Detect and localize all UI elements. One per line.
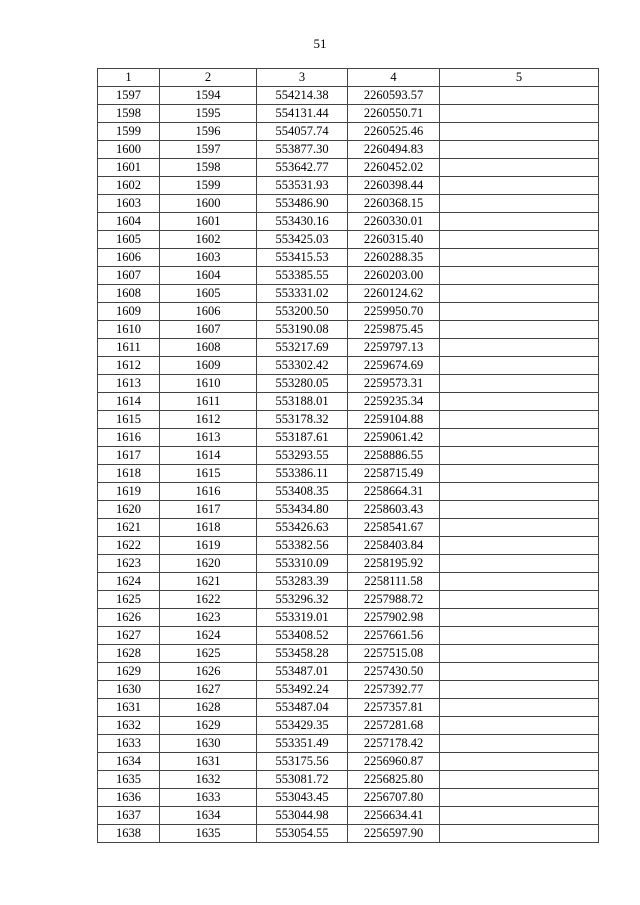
table-cell: 1597 — [160, 141, 257, 159]
table-cell: 553426.63 — [257, 519, 348, 537]
table-cell: 553296.32 — [257, 591, 348, 609]
table-cell — [440, 789, 599, 807]
table-cell: 1604 — [160, 267, 257, 285]
table-cell — [440, 339, 599, 357]
table-cell: 553434.80 — [257, 501, 348, 519]
table-row — [98, 159, 599, 177]
table-cell: 1610 — [98, 321, 160, 339]
table-cell: 553188.01 — [257, 393, 348, 411]
table-cell — [440, 483, 599, 501]
table-cell: 1604 — [98, 213, 160, 231]
table-cell: 1606 — [98, 249, 160, 267]
table-cell: 1613 — [98, 375, 160, 393]
table-cell: 1622 — [160, 591, 257, 609]
table-cell: 1611 — [98, 339, 160, 357]
table-cell — [440, 609, 599, 627]
table-row — [98, 339, 599, 357]
table-row — [98, 555, 599, 573]
table-cell: 554057.74 — [257, 123, 348, 141]
table-row — [98, 123, 599, 141]
table-cell: 1597 — [98, 87, 160, 105]
table-cell — [440, 393, 599, 411]
table-cell: 1618 — [98, 465, 160, 483]
table-cell: 554214.38 — [257, 87, 348, 105]
table-cell — [440, 357, 599, 375]
table-cell: 1599 — [160, 177, 257, 195]
table-cell: 1610 — [160, 375, 257, 393]
table-cell: 1608 — [98, 285, 160, 303]
table-cell: 553429.35 — [257, 717, 348, 735]
table-cell: 1629 — [98, 663, 160, 681]
table-cell — [440, 159, 599, 177]
table-row — [98, 321, 599, 339]
table-cell: 1627 — [160, 681, 257, 699]
table-cell: 553280.05 — [257, 375, 348, 393]
table-cell: 2258541.67 — [348, 519, 440, 537]
table-cell — [440, 825, 599, 843]
table-cell: 553187.61 — [257, 429, 348, 447]
table-cell: 1603 — [160, 249, 257, 267]
table-cell: 1600 — [160, 195, 257, 213]
table-cell: 1620 — [160, 555, 257, 573]
table-row — [98, 87, 599, 105]
table-cell: 2257430.50 — [348, 663, 440, 681]
table-cell — [440, 285, 599, 303]
table-cell — [440, 591, 599, 609]
table-cell: 2259573.31 — [348, 375, 440, 393]
table-cell: 1614 — [160, 447, 257, 465]
table-cell — [440, 501, 599, 519]
table-cell: 2257902.98 — [348, 609, 440, 627]
table-cell: 1624 — [98, 573, 160, 591]
table-cell — [440, 105, 599, 123]
table-cell: 2256960.87 — [348, 753, 440, 771]
table-cell: 1620 — [98, 501, 160, 519]
table-cell: 2257178.42 — [348, 735, 440, 753]
table-cell: 553190.08 — [257, 321, 348, 339]
table-cell: 1622 — [98, 537, 160, 555]
column-header-2: 2 — [160, 69, 257, 87]
column-header-3: 3 — [257, 69, 348, 87]
table-cell: 1621 — [160, 573, 257, 591]
table-cell: 553642.77 — [257, 159, 348, 177]
table-cell — [440, 177, 599, 195]
table-cell: 553217.69 — [257, 339, 348, 357]
table-cell: 1598 — [160, 159, 257, 177]
table-cell: 2258664.31 — [348, 483, 440, 501]
table-cell: 2260288.35 — [348, 249, 440, 267]
table-cell: 1623 — [98, 555, 160, 573]
table-row — [98, 735, 599, 753]
table-cell: 2260315.40 — [348, 231, 440, 249]
table-cell: 2258886.55 — [348, 447, 440, 465]
table-cell: 1634 — [160, 807, 257, 825]
table-cell: 2260494.83 — [348, 141, 440, 159]
table-cell: 2259674.69 — [348, 357, 440, 375]
table-cell: 2260593.57 — [348, 87, 440, 105]
table-cell — [440, 753, 599, 771]
table-cell: 553382.56 — [257, 537, 348, 555]
table-cell — [440, 267, 599, 285]
table-row — [98, 807, 599, 825]
table-cell — [440, 411, 599, 429]
table-cell: 553877.30 — [257, 141, 348, 159]
table-cell: 2256634.41 — [348, 807, 440, 825]
table-cell — [440, 321, 599, 339]
column-header-5: 5 — [440, 69, 599, 87]
table-cell: 553178.32 — [257, 411, 348, 429]
table-cell: 1609 — [160, 357, 257, 375]
table-cell: 553531.93 — [257, 177, 348, 195]
table-cell — [440, 87, 599, 105]
table-row — [98, 177, 599, 195]
table-cell: 553283.39 — [257, 573, 348, 591]
table-cell: 2258195.92 — [348, 555, 440, 573]
table-row — [98, 249, 599, 267]
table-cell: 1617 — [160, 501, 257, 519]
table-cell: 2257515.08 — [348, 645, 440, 663]
table-cell: 553293.55 — [257, 447, 348, 465]
table-cell: 1631 — [98, 699, 160, 717]
table-cell: 553319.01 — [257, 609, 348, 627]
table-cell: 2259950.70 — [348, 303, 440, 321]
table-cell — [440, 663, 599, 681]
table-cell: 1617 — [98, 447, 160, 465]
table-cell: 553430.16 — [257, 213, 348, 231]
table-row — [98, 429, 599, 447]
table-cell: 553487.04 — [257, 699, 348, 717]
table-cell: 1605 — [160, 285, 257, 303]
table-cell: 2257988.72 — [348, 591, 440, 609]
table-cell: 1623 — [160, 609, 257, 627]
table-cell — [440, 519, 599, 537]
table-body — [98, 87, 599, 843]
table-cell: 553081.72 — [257, 771, 348, 789]
table-row — [98, 483, 599, 501]
table-cell: 1635 — [160, 825, 257, 843]
table-cell: 553310.09 — [257, 555, 348, 573]
table-cell — [440, 447, 599, 465]
table-cell: 553425.03 — [257, 231, 348, 249]
table-cell: 1615 — [160, 465, 257, 483]
table-cell: 2258715.49 — [348, 465, 440, 483]
table-cell: 1598 — [98, 105, 160, 123]
table-cell: 553175.56 — [257, 753, 348, 771]
table-cell: 1607 — [160, 321, 257, 339]
table-cell — [440, 249, 599, 267]
table-cell: 1630 — [160, 735, 257, 753]
coordinates-table — [97, 68, 599, 843]
table-cell: 1609 — [98, 303, 160, 321]
table-row — [98, 357, 599, 375]
table-cell: 1607 — [98, 267, 160, 285]
table-cell: 553200.50 — [257, 303, 348, 321]
table-cell: 1601 — [160, 213, 257, 231]
table-cell — [440, 807, 599, 825]
table-cell — [440, 717, 599, 735]
table-cell: 554131.44 — [257, 105, 348, 123]
table-cell: 2256597.90 — [348, 825, 440, 843]
table-cell: 2260452.02 — [348, 159, 440, 177]
table-cell: 553408.52 — [257, 627, 348, 645]
table-cell: 1632 — [160, 771, 257, 789]
table-cell: 1621 — [98, 519, 160, 537]
table-cell: 2260368.15 — [348, 195, 440, 213]
table-row — [98, 141, 599, 159]
table-cell — [440, 573, 599, 591]
table-row — [98, 231, 599, 249]
table-cell — [440, 645, 599, 663]
table-cell — [440, 375, 599, 393]
table-row — [98, 393, 599, 411]
table-cell: 1608 — [160, 339, 257, 357]
table-cell: 2257281.68 — [348, 717, 440, 735]
table-cell: 553492.24 — [257, 681, 348, 699]
table-cell: 1614 — [98, 393, 160, 411]
table-cell — [440, 429, 599, 447]
table-cell: 1635 — [98, 771, 160, 789]
table-cell: 553302.42 — [257, 357, 348, 375]
table-cell: 1601 — [98, 159, 160, 177]
table-row — [98, 267, 599, 285]
table-header — [98, 69, 599, 87]
table-cell: 1619 — [160, 537, 257, 555]
table-row — [98, 213, 599, 231]
table-cell: 553458.28 — [257, 645, 348, 663]
table-cell: 1606 — [160, 303, 257, 321]
table-cell: 1602 — [160, 231, 257, 249]
table-row — [98, 285, 599, 303]
table-cell: 553351.49 — [257, 735, 348, 753]
table-cell: 1596 — [160, 123, 257, 141]
table-cell: 1633 — [160, 789, 257, 807]
table-cell: 1624 — [160, 627, 257, 645]
table-cell: 2258111.58 — [348, 573, 440, 591]
table-cell: 2259797.13 — [348, 339, 440, 357]
table-cell: 1630 — [98, 681, 160, 699]
table-cell — [440, 303, 599, 321]
table-cell: 2259235.34 — [348, 393, 440, 411]
table-cell: 553331.02 — [257, 285, 348, 303]
table-cell — [440, 195, 599, 213]
table-cell: 1612 — [160, 411, 257, 429]
table-cell — [440, 627, 599, 645]
table-cell: 2258603.43 — [348, 501, 440, 519]
table-cell: 2260550.71 — [348, 105, 440, 123]
table-cell: 2259875.45 — [348, 321, 440, 339]
table-cell: 2257661.56 — [348, 627, 440, 645]
table-row — [98, 519, 599, 537]
page-number: 51 — [313, 36, 327, 51]
table-cell: 2257357.81 — [348, 699, 440, 717]
table-row — [98, 753, 599, 771]
table-cell: 1605 — [98, 231, 160, 249]
table-cell: 1615 — [98, 411, 160, 429]
table-cell — [440, 771, 599, 789]
table-cell: 2258403.84 — [348, 537, 440, 555]
table-cell: 1625 — [98, 591, 160, 609]
table-row — [98, 411, 599, 429]
table-cell: 1637 — [98, 807, 160, 825]
table-row — [98, 501, 599, 519]
table-cell: 2260525.46 — [348, 123, 440, 141]
table-row — [98, 105, 599, 123]
table-row — [98, 825, 599, 843]
table-row — [98, 645, 599, 663]
table-cell — [440, 213, 599, 231]
table-cell: 2259104.88 — [348, 411, 440, 429]
table-cell: 1599 — [98, 123, 160, 141]
table-cell: 1616 — [98, 429, 160, 447]
table-cell: 2259061.42 — [348, 429, 440, 447]
table-row — [98, 465, 599, 483]
table-cell: 1602 — [98, 177, 160, 195]
table-cell: 553054.55 — [257, 825, 348, 843]
table-cell — [440, 699, 599, 717]
table-cell: 553408.35 — [257, 483, 348, 501]
table-cell: 2260203.00 — [348, 267, 440, 285]
table-row — [98, 663, 599, 681]
table-row — [98, 303, 599, 321]
table-cell: 553486.90 — [257, 195, 348, 213]
table-cell — [440, 141, 599, 159]
table-cell: 1616 — [160, 483, 257, 501]
table-cell: 1627 — [98, 627, 160, 645]
table-row — [98, 537, 599, 555]
table-cell: 2260330.01 — [348, 213, 440, 231]
table-cell: 2260124.62 — [348, 285, 440, 303]
table-cell: 1613 — [160, 429, 257, 447]
table-cell: 1638 — [98, 825, 160, 843]
table-cell — [440, 465, 599, 483]
table-row — [98, 573, 599, 591]
table-cell — [440, 231, 599, 249]
table-cell: 1632 — [98, 717, 160, 735]
table-cell: 1612 — [98, 357, 160, 375]
table-cell: 1619 — [98, 483, 160, 501]
table-cell: 2256707.80 — [348, 789, 440, 807]
table-row — [98, 717, 599, 735]
table-cell: 1611 — [160, 393, 257, 411]
column-header-1: 1 — [98, 69, 160, 87]
table-cell: 553415.53 — [257, 249, 348, 267]
column-header-4: 4 — [348, 69, 440, 87]
table-cell: 553385.55 — [257, 267, 348, 285]
table-cell: 1594 — [160, 87, 257, 105]
table-row — [98, 771, 599, 789]
table-cell: 553044.98 — [257, 807, 348, 825]
table-cell: 1628 — [98, 645, 160, 663]
table-row — [98, 681, 599, 699]
table-cell: 2257392.77 — [348, 681, 440, 699]
table-cell: 1628 — [160, 699, 257, 717]
table-row — [98, 789, 599, 807]
table-cell: 1595 — [160, 105, 257, 123]
table-cell: 1600 — [98, 141, 160, 159]
table-cell: 1625 — [160, 645, 257, 663]
table-cell — [440, 735, 599, 753]
table-cell — [440, 537, 599, 555]
table-cell: 1603 — [98, 195, 160, 213]
table-cell — [440, 681, 599, 699]
table-row — [98, 627, 599, 645]
table-cell: 1629 — [160, 717, 257, 735]
table-cell: 1636 — [98, 789, 160, 807]
table-cell: 2260398.44 — [348, 177, 440, 195]
header-row — [98, 69, 599, 87]
table-cell: 1618 — [160, 519, 257, 537]
table-cell: 553386.11 — [257, 465, 348, 483]
table-row — [98, 609, 599, 627]
table-row — [98, 375, 599, 393]
table-cell: 1626 — [160, 663, 257, 681]
table-cell: 1631 — [160, 753, 257, 771]
table-cell: 553043.45 — [257, 789, 348, 807]
table-cell: 2256825.80 — [348, 771, 440, 789]
table-cell: 553487.01 — [257, 663, 348, 681]
table-row — [98, 699, 599, 717]
table-cell — [440, 555, 599, 573]
table-cell: 1626 — [98, 609, 160, 627]
table-cell: 1634 — [98, 753, 160, 771]
table-row — [98, 447, 599, 465]
table-row — [98, 195, 599, 213]
table-cell: 1633 — [98, 735, 160, 753]
table-cell — [440, 123, 599, 141]
table-row — [98, 591, 599, 609]
